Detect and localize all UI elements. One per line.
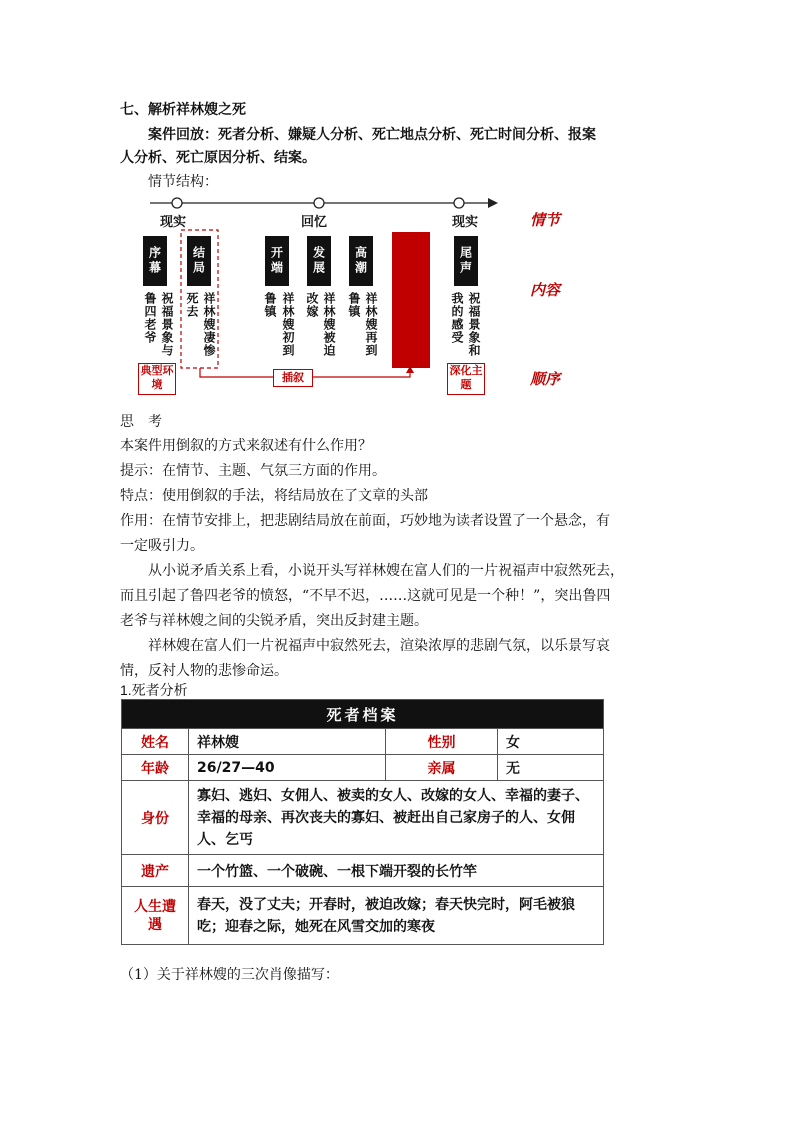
section-title: 七、解析祥林嫂之死 (120, 102, 246, 118)
timeline-svg (0, 0, 794, 400)
content-col: 鲁四老爷 (143, 292, 157, 344)
effect-line2: 一定吸引力。 (120, 538, 204, 554)
box-development: 发展 (307, 236, 331, 286)
think-title: 思 考 (120, 414, 162, 430)
content-col: 祥林嫂初到 (281, 292, 295, 357)
paragraph1-line1: 从小说矛盾关系上看，小说开头写祥林嫂在富人们的一片祝福声中寂然死去， (148, 563, 624, 579)
row-label-plot: 情节 (530, 211, 561, 229)
subsection-portrait: （1）关于祥林嫂的三次肖像描写： (120, 967, 339, 983)
estate-label: 遗产 (122, 855, 189, 887)
effect-line1: 作用：在情节安排上，把悲剧结局放在前面，巧妙地为读者设置了一个悬念，有 (120, 513, 610, 529)
paragraph1-line2: 而且引起了鲁四老爷的愤怒，“不早不迟，……这就可见是一个种！”，突出鲁四 (120, 588, 611, 604)
feature-text: 特点：使用倒叙的手法，将结局放在了文章的头部 (120, 488, 428, 504)
tag-typical-environment: 典型环境 (138, 363, 176, 395)
plot-structure-label: 情节结构： (148, 174, 218, 190)
life-label: 人生遭遇 (122, 887, 189, 945)
hint-text: 提示：在情节、主题、气氛三方面的作用。 (120, 463, 386, 479)
box-prologue: 序幕 (143, 236, 167, 286)
subsection-deceased-analysis: 1.死者分析 (120, 682, 188, 698)
identity-value: 寡妇、逃妇、女佣人、被卖的女人、改嫁的女人、幸福的妻子、幸福的母亲、再次丧夫的寡妇、被赶出自己家房子的人、女佣人、乞丐 (189, 781, 604, 855)
question-1: 本案件用倒叙的方式来叙述有什么作用？ (120, 438, 372, 454)
box-climax: 高潮 (349, 236, 373, 286)
content-col: 祝福景象和 (467, 292, 481, 357)
tag-deepen-theme: 深化主题 (447, 363, 485, 395)
content-col: 祥林嫂再到 (364, 292, 378, 357)
plot-diagram (0, 0, 794, 400)
box-ending: 结局 (187, 236, 211, 286)
label-reality-2: 现实 (452, 215, 479, 230)
table-title: 死者档案 (122, 700, 604, 729)
deceased-archive-table (121, 699, 604, 945)
age-value: 26/27—40 (189, 755, 386, 781)
name-label: 姓名 (122, 729, 189, 755)
paragraph2-line1: 祥林嫂在富人们一片祝福声中寂然死去，渲染浓厚的悲剧气氛，以乐景写哀 (148, 638, 610, 654)
box-beginning: 开端 (265, 236, 289, 286)
content-col: 我的感受 (450, 292, 464, 344)
content-col: 鲁镇 (263, 292, 277, 318)
tag-flashback: 插叙 (273, 369, 313, 387)
label-memory: 回忆 (301, 215, 328, 230)
identity-label: 身份 (122, 781, 189, 855)
content-col: 祥林嫂被迫 (322, 292, 336, 357)
sex-label: 性别 (386, 729, 498, 755)
content-col: 死去 (185, 292, 199, 318)
sex-value: 女 (498, 729, 604, 755)
content-col: 祝福景象与 (160, 292, 174, 357)
box-epilogue: 尾声 (454, 236, 478, 286)
kin-label: 亲属 (386, 755, 498, 781)
name-value: 祥林嫂 (189, 729, 386, 755)
content-col: 鲁镇 (347, 292, 361, 318)
case-review-line2: 人分析、死亡原因分析、结案。 (120, 150, 316, 166)
estate-value: 一个竹篮、一个破碗、一根下端开裂的长竹竿 (189, 855, 604, 887)
age-label: 年龄 (122, 755, 189, 781)
paragraph1-line3: 老爷与祥林嫂之间的尖锐矛盾，突出反封建主题。 (120, 613, 428, 629)
row-label-order: 顺序 (530, 370, 561, 388)
label-reality-1: 现实 (160, 215, 187, 230)
kin-value: 无 (498, 755, 604, 781)
content-col: 改嫁 (305, 292, 319, 318)
row-label-content: 内容 (530, 281, 561, 299)
case-review-line1: 案件回放：死者分析、嫌疑人分析、死亡地点分析、死亡时间分析、报案 (148, 127, 596, 143)
life-value: 春天，没了丈夫；开春时，被迫改嫁；春天快完时，阿毛被狼吃；迎春之际，她死在风雪交加的寒夜 (189, 887, 604, 945)
content-col: 祥林嫂凄惨 (202, 292, 216, 357)
paragraph2-line2: 情，反衬人物的悲惨命运。 (120, 663, 288, 679)
